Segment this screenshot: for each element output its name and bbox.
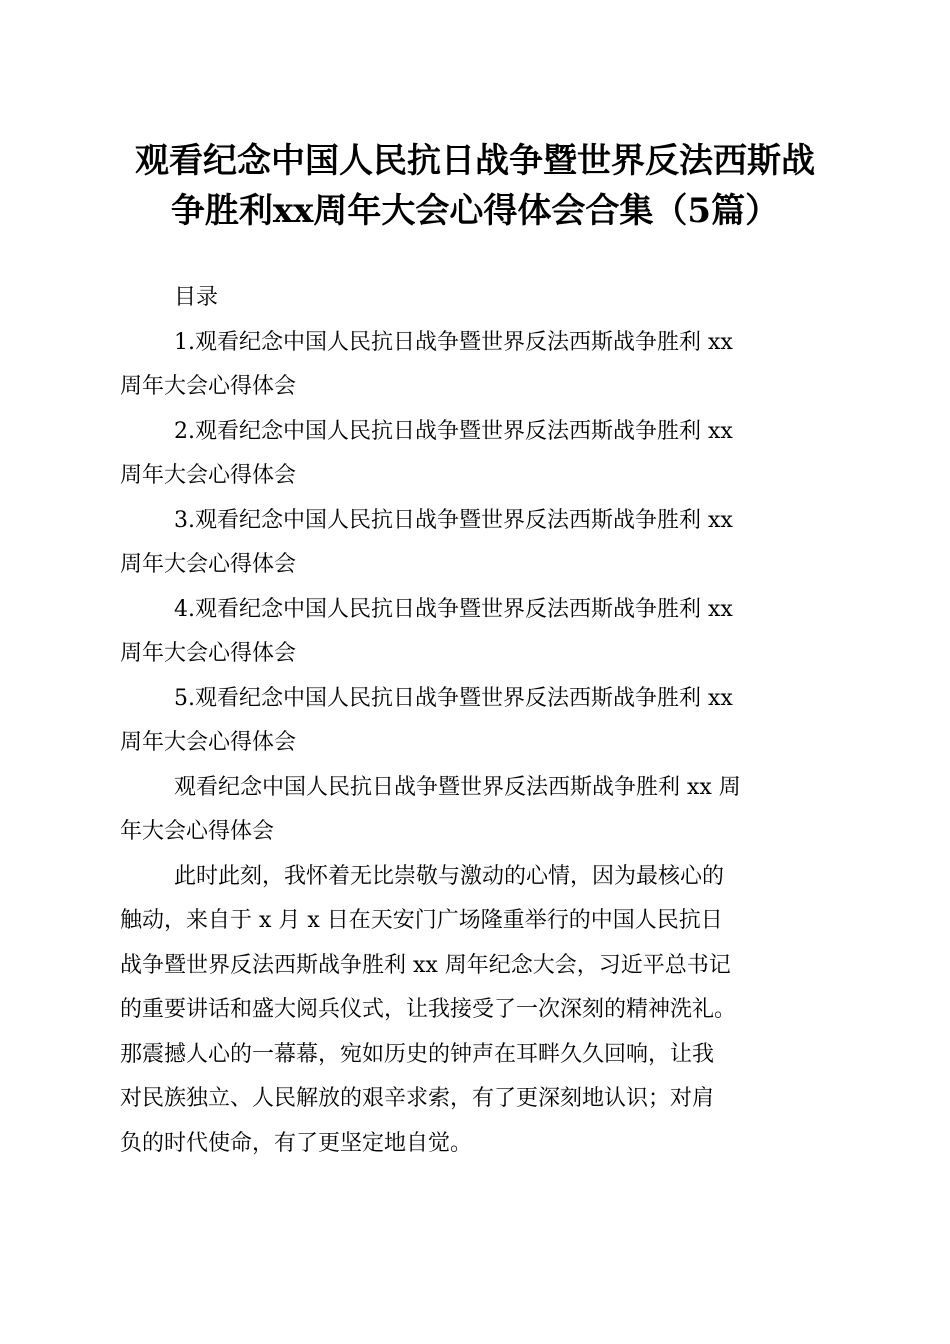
toc-item-line: 周年大会心得体会 (120, 463, 297, 488)
section-heading-line: 观看纪念中国人民抗日战争暨世界反法西斯战争胜利 xx 周 (174, 774, 741, 800)
paragraph-line: 触动，来自于 x 月 x 日在天安门广场隆重举行的中国人民抗日 (120, 908, 723, 933)
toc-item (120, 677, 840, 766)
toc-item (120, 499, 840, 588)
paragraph-line: 对民族独立、人民解放的艰辛求索，有了更深刻地认识；对肩 (120, 1086, 715, 1111)
toc-item-line: 周年大会心得体会 (120, 552, 297, 577)
toc-item-line: 2.观看纪念中国人民抗日战争暨世界反法西斯战争胜利 xx (174, 418, 733, 444)
toc-heading: 目录 (174, 285, 219, 310)
toc-item-line: 周年大会心得体会 (120, 374, 297, 399)
toc-item-line: 5.观看纪念中国人民抗日战争暨世界反法西斯战争胜利 xx (174, 685, 733, 711)
toc-item (120, 588, 840, 677)
section-heading (120, 766, 840, 855)
paragraph-line: 的重要讲话和盛大阅兵仪式，让我接受了一次深刻的精神洗礼。 (120, 997, 737, 1022)
title-line: 争胜利xx周年大会心得体会合集（5篇） (170, 191, 780, 231)
toc-item-line: 周年大会心得体会 (120, 730, 297, 755)
toc-item-line: 周年大会心得体会 (120, 641, 297, 666)
paragraph-line: 战争暨世界反法西斯战争胜利 xx 周年纪念大会，习近平总书记 (120, 952, 731, 978)
toc-item-line: 1.观看纪念中国人民抗日战争暨世界反法西斯战争胜利 xx (174, 329, 733, 355)
title-line: 观看纪念中国人民抗日战争暨世界反法西斯战 (135, 141, 815, 181)
toc-item (120, 321, 840, 410)
document-title (0, 136, 950, 236)
body-paragraph (120, 855, 840, 1167)
paragraph-line: 负的时代使命，有了更坚定地自觉。 (120, 1130, 473, 1156)
paragraph-line: 那震撼人心的一幕幕，宛如历史的钟声在耳畔久久回响，让我 (120, 1041, 715, 1067)
document-body (120, 276, 840, 1166)
section-heading-line: 年大会心得体会 (120, 819, 275, 844)
toc-item-line: 3.观看纪念中国人民抗日战争暨世界反法西斯战争胜利 xx (174, 507, 733, 533)
toc-item-line: 4.观看纪念中国人民抗日战争暨世界反法西斯战争胜利 xx (174, 596, 733, 622)
paragraph-line: 此时此刻，我怀着无比崇敬与激动的心情，因为最核心的 (174, 863, 725, 889)
toc-item (120, 410, 840, 499)
